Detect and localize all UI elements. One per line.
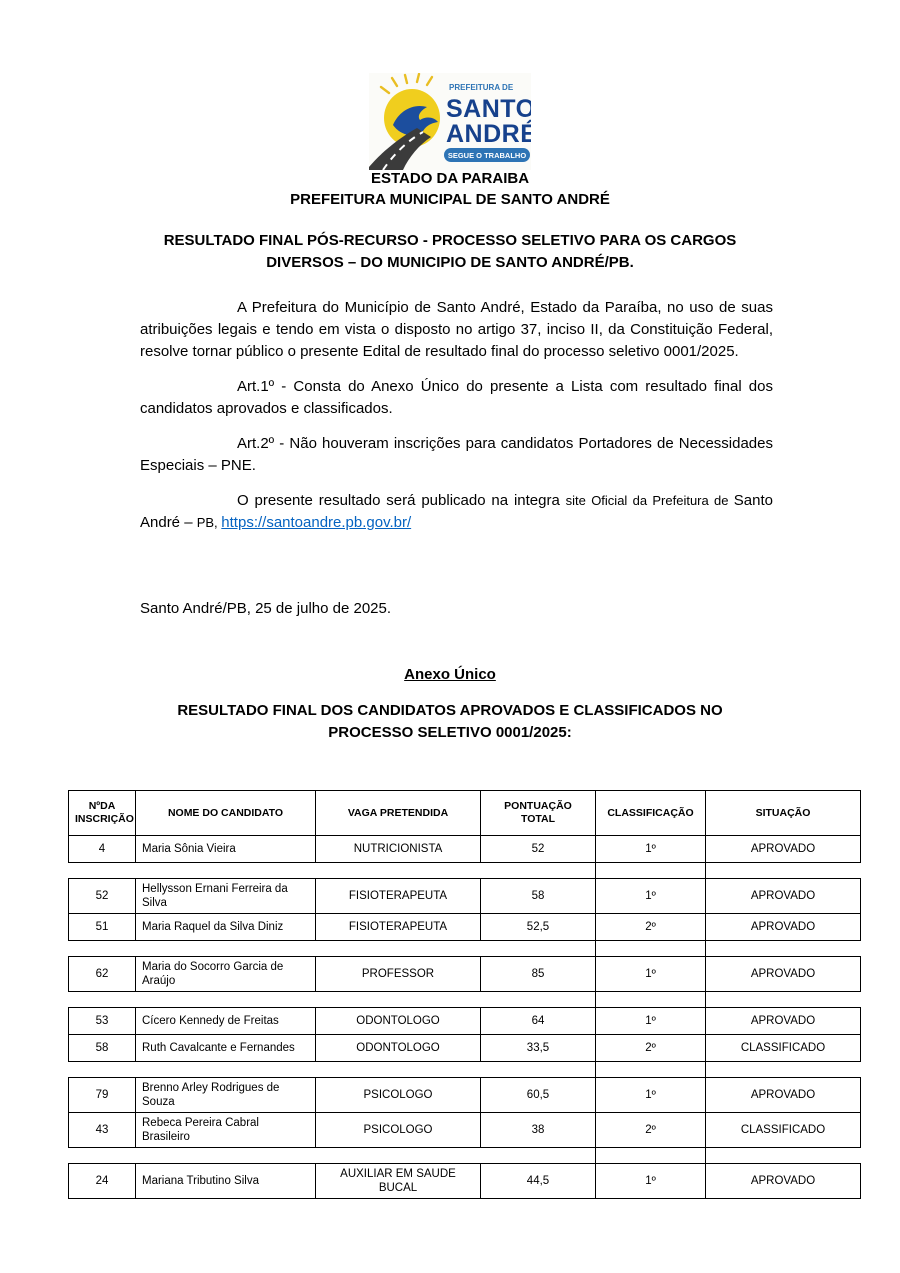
cell-vaga: ODONTOLOGO — [316, 1035, 481, 1062]
cell-situacao: APROVADO — [706, 1078, 861, 1113]
cell-inscricao: 43 — [69, 1113, 136, 1148]
cell-pontuacao: 60,5 — [481, 1078, 596, 1113]
cell-vaga: NUTRICIONISTA — [316, 836, 481, 863]
spacer-cell — [481, 1148, 596, 1164]
spacer-cell — [706, 941, 861, 957]
table-row — [69, 914, 861, 941]
cell-classificacao: 1º — [596, 836, 706, 863]
cell-vaga: FISIOTERAPEUTA — [316, 914, 481, 941]
spacer-cell — [481, 941, 596, 957]
table-header-row — [69, 791, 861, 836]
spacer-cell — [69, 1062, 136, 1078]
col-header-nome: NOME DO CANDIDATO — [136, 791, 316, 836]
cell-nome: Mariana Tributino Silva — [136, 1164, 316, 1199]
table-row — [69, 957, 861, 992]
cell-nome: Brenno Arley Rodrigues de Souza — [136, 1078, 316, 1113]
cell-pontuacao: 33,5 — [481, 1035, 596, 1062]
cell-classificacao: 1º — [596, 1078, 706, 1113]
paragraph-intro: A Prefeitura do Município de Santo André, Estado da Paraíba, no uso de suas atribuições legais e tendo em vista o disposto no artigo 37, inciso II, da Constituição Federal, resolve tornar público o presente Edital de resultado final do processo seletivo 0001/2025. — [140, 299, 773, 360]
municipality-name: PREFEITURA MUNICIPAL DE SANTO ANDRÉ — [290, 191, 610, 208]
cell-vaga: PSICOLOGO — [316, 1078, 481, 1113]
annex-title: Anexo Único — [404, 666, 496, 683]
table-spacer-row — [69, 863, 861, 879]
spacer-cell — [136, 863, 316, 879]
state-name: ESTADO DA PARAIBA — [370, 170, 530, 187]
cell-vaga: FISIOTERAPEUTA — [316, 879, 481, 914]
paragraph-art2: Art.2º - Não houveram inscrições para candidatos Portadores de Necessidades Especiais – PNE. — [140, 435, 773, 474]
cell-situacao: APROVADO — [706, 1164, 861, 1199]
spacer-cell — [136, 1148, 316, 1164]
col-header-classificacao: CLASSIFICAÇÃO — [596, 791, 706, 836]
publication-text-2: site Oficial da Prefeitura de — [565, 493, 734, 508]
cell-nome: Ruth Cavalcante e Fernandes — [136, 1035, 316, 1062]
cell-pontuacao: 44,5 — [481, 1164, 596, 1199]
spacer-cell — [316, 1062, 481, 1078]
cell-inscricao: 24 — [69, 1164, 136, 1199]
col-header-vaga: VAGA PRETENDIDA — [316, 791, 481, 836]
cell-classificacao: 1º — [596, 879, 706, 914]
logo-city-name-line1: SANTO — [446, 95, 531, 123]
website-link[interactable]: https://santoandre.pb.gov.br/ — [221, 514, 412, 531]
table-row — [69, 1164, 861, 1199]
cell-pontuacao: 85 — [481, 957, 596, 992]
cell-classificacao: 2º — [596, 914, 706, 941]
cell-inscricao: 51 — [69, 914, 136, 941]
spacer-cell — [69, 863, 136, 879]
cell-inscricao: 58 — [69, 1035, 136, 1062]
cell-vaga: AUXILIAR EM SAUDE BUCAL — [316, 1164, 481, 1199]
table-row — [69, 1113, 861, 1148]
cell-nome: Maria do Socorro Garcia de Araújo — [136, 957, 316, 992]
cell-nome: Rebeca Pereira Cabral Brasileiro — [136, 1113, 316, 1148]
cell-situacao: APROVADO — [706, 914, 861, 941]
annex-subtitle: RESULTADO FINAL DOS CANDIDATOS APROVADOS E CLASSIFICADOS NO PROCESSO SELETIVO 0001/2025: — [177, 702, 723, 741]
spacer-cell — [316, 941, 481, 957]
spacer-cell — [69, 992, 136, 1008]
publication-text-4: PB, — [196, 515, 222, 530]
logo-city-name-line2: ANDRÉ — [446, 120, 531, 148]
cell-classificacao: 2º — [596, 1035, 706, 1062]
cell-inscricao: 62 — [69, 957, 136, 992]
spacer-cell-boxed — [596, 1148, 706, 1164]
cell-classificacao: 2º — [596, 1113, 706, 1148]
spacer-cell-boxed — [596, 941, 706, 957]
spacer-cell-boxed — [596, 1062, 706, 1078]
spacer-cell — [706, 1062, 861, 1078]
spacer-cell-boxed — [596, 863, 706, 879]
spacer-cell — [481, 992, 596, 1008]
org-header — [0, 168, 900, 210]
spacer-cell-boxed — [596, 992, 706, 1008]
cell-vaga: PROFESSOR — [316, 957, 481, 992]
table-spacer-row — [69, 1148, 861, 1164]
spacer-cell — [706, 863, 861, 879]
date-line: Santo André/PB, 25 de julho de 2025. — [140, 600, 392, 617]
col-header-situacao: SITUAÇÃO — [706, 791, 861, 836]
table-spacer-row — [69, 941, 861, 957]
spacer-cell — [136, 941, 316, 957]
spacer-cell — [316, 863, 481, 879]
spacer-cell — [481, 1062, 596, 1078]
spacer-cell — [69, 1148, 136, 1164]
logo — [369, 73, 531, 170]
spacer-cell — [481, 863, 596, 879]
table-row — [69, 836, 861, 863]
logo-top-text: PREFEITURA DE — [449, 83, 514, 92]
cell-pontuacao: 64 — [481, 1008, 596, 1035]
spacer-cell — [316, 1148, 481, 1164]
document-title: RESULTADO FINAL PÓS-RECURSO - PROCESSO SELETIVO PARA OS CARGOS DIVERSOS – DO MUNICIPIO DE SANTO ANDRÉ/PB. — [163, 232, 737, 271]
publication-text-1: O presente resultado será publicado na integra — [237, 492, 566, 509]
cell-situacao: CLASSIFICADO — [706, 1035, 861, 1062]
cell-classificacao: 1º — [596, 1008, 706, 1035]
table-row — [69, 1008, 861, 1035]
spacer-cell — [136, 992, 316, 1008]
table-spacer-row — [69, 1062, 861, 1078]
cell-inscricao: 52 — [69, 879, 136, 914]
spacer-cell — [69, 941, 136, 957]
cell-vaga: PSICOLOGO — [316, 1113, 481, 1148]
spacer-cell — [136, 1062, 316, 1078]
col-header-inscricao: NºDA INSCRIÇÃO — [69, 791, 136, 836]
cell-nome: Cícero Kennedy de Freitas — [136, 1008, 316, 1035]
table-spacer-row — [69, 992, 861, 1008]
cell-nome: Hellysson Ernani Ferreira da Silva — [136, 879, 316, 914]
cell-vaga: ODONTOLOGO — [316, 1008, 481, 1035]
cell-inscricao: 53 — [69, 1008, 136, 1035]
col-header-pontuacao: PONTUAÇÃO TOTAL — [481, 791, 596, 836]
cell-nome: Maria Sônia Vieira — [136, 836, 316, 863]
cell-pontuacao: 52 — [481, 836, 596, 863]
spacer-cell — [706, 992, 861, 1008]
logo-graphic — [369, 73, 531, 170]
cell-classificacao: 1º — [596, 957, 706, 992]
table-row — [69, 879, 861, 914]
cell-nome: Maria Raquel da Silva Diniz — [136, 914, 316, 941]
cell-classificacao: 1º — [596, 1164, 706, 1199]
cell-situacao: APROVADO — [706, 879, 861, 914]
cell-situacao: APROVADO — [706, 836, 861, 863]
cell-situacao: APROVADO — [706, 957, 861, 992]
results-table — [68, 790, 861, 1199]
paragraph-publication — [140, 490, 773, 534]
table-row — [69, 1035, 861, 1062]
cell-pontuacao: 38 — [481, 1113, 596, 1148]
paragraph-art1: Art.1º - Consta do Anexo Único do presente a Lista com resultado final dos candidatos aprovados e classificados. — [140, 378, 773, 417]
cell-pontuacao: 58 — [481, 879, 596, 914]
cell-pontuacao: 52,5 — [481, 914, 596, 941]
body-text — [140, 297, 773, 547]
logo-tagline: SEGUE O TRABALHO — [447, 151, 527, 160]
spacer-cell — [316, 992, 481, 1008]
cell-situacao: CLASSIFICADO — [706, 1113, 861, 1148]
table-row — [69, 1078, 861, 1113]
spacer-cell — [706, 1148, 861, 1164]
cell-inscricao: 79 — [69, 1078, 136, 1113]
cell-inscricao: 4 — [69, 836, 136, 863]
cell-situacao: APROVADO — [706, 1008, 861, 1035]
publication-text-3: Santo André – — [140, 492, 773, 531]
